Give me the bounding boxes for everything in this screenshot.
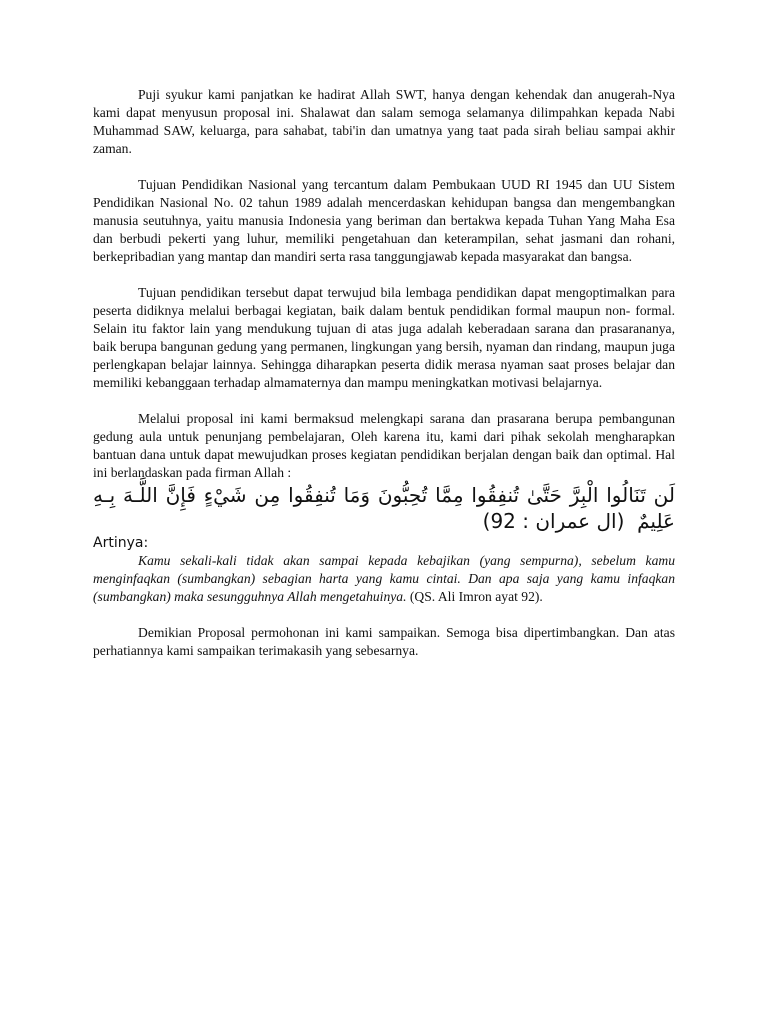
translation-text: Kamu sekali-kali tidak akan sampai kepada kebajikan (yang sempurna), sebelum kamu menginfaqkan (sumbangkan) sebagian harta yang kamu cintai. Dan apa saja yang kamu infaqkan (sumbangkan) maka sesungguhnya Allah mengetahuinya. xyxy=(93,553,675,604)
paragraph-proposal-purpose: Melalui proposal ini kami bermaksud melengkapi sarana dan prasarana berupa pembangunan gedung aula untuk penunjang pembelajaran, Oleh karena itu, kami dari pihak sekolah mengharapkan bantuan dana untuk dapat mewujudkan proses kegiatan pendidikan berjalan dengan baik dan optimal. Hal ini berlandaskan pada firman Allah : xyxy=(93,411,675,480)
paragraph-closing: Demikian Proposal permohonan ini kami sampaikan. Semoga bisa dipertimbangkan. Dan atas perhatiannya kami sampaikan terimakasih yang sebesarnya. xyxy=(93,625,675,658)
quran-verse-reference: (ال عمران : 92) xyxy=(482,509,625,533)
translation-source: (QS. Ali Imron ayat 92). xyxy=(406,589,543,604)
paragraph-education-goal: Tujuan pendidikan tersebut dapat terwujud bila lembaga pendidikan dapat mengoptimalkan para peserta didiknya melalui berbagai kegiatan, baik dalam bentuk pendidikan formal maupun non- formal. Selain itu faktor lain yang mendukung tujuan di atas juga adalah keberadaan sarana dan prasarananya, baik berupa bangunan gedung yang permanen, lingkungan yang bersih, nyaman dan rindang, maupun juga perlengkapan belajar lainnya. Sehingga diharapkan peserta didik merasa nyaman saat proses belajar dan memiliki kebanggaan terhadap almamaternya dan mampu meningkatkan motivasi belajarnya. xyxy=(93,285,675,390)
quran-verse xyxy=(93,482,675,534)
quran-verse-text: لَن تَنَالُوا الْبِرَّ حَتَّىٰ تُنفِقُوا مِمَّا تُحِبُّونَ وَمَا تُنفِقُوا مِن شَيْءٍ فَإِنَّ اللَّـهَ بِـهِ عَلِيمٌ xyxy=(93,483,675,533)
paragraph-opening: Puji syukur kami panjatkan ke hadirat Allah SWT, hanya dengan kehendak dan anugerah-Nya kami dapat menyusun proposal ini. Shalawat dan salam semoga selamanya dilimpahkan kepada Nabi Muhammad SAW, keluarga, para sahabat, tabi'in dan umatnya yang taat pada sirah beliau sampai akhir zaman. xyxy=(93,87,675,156)
document-page xyxy=(93,86,675,678)
translation-label: Artinya: xyxy=(93,535,149,551)
paragraph-national-goal: Tujuan Pendidikan Nasional yang tercantum dalam Pembukaan UUD RI 1945 dan UU Sistem Pendidikan Nasional No. 02 tahun 1989 adalah mencerdaskan kehidupan bangsa dan mengembangkan manusia seutuhnya, yaitu manusia Indonesia yang beriman dan bertakwa kepada Tuhan Yang Maha Esa dan berbudi pekerti yang luhur, memiliki pengetahuan dan keterampilan, sehat jasmani dan rohani, berkepribadian yang mantap dan mandiri serta rasa tanggungjawab kepada masyarakat dan bangsa. xyxy=(93,177,675,264)
verse-translation xyxy=(93,552,675,606)
